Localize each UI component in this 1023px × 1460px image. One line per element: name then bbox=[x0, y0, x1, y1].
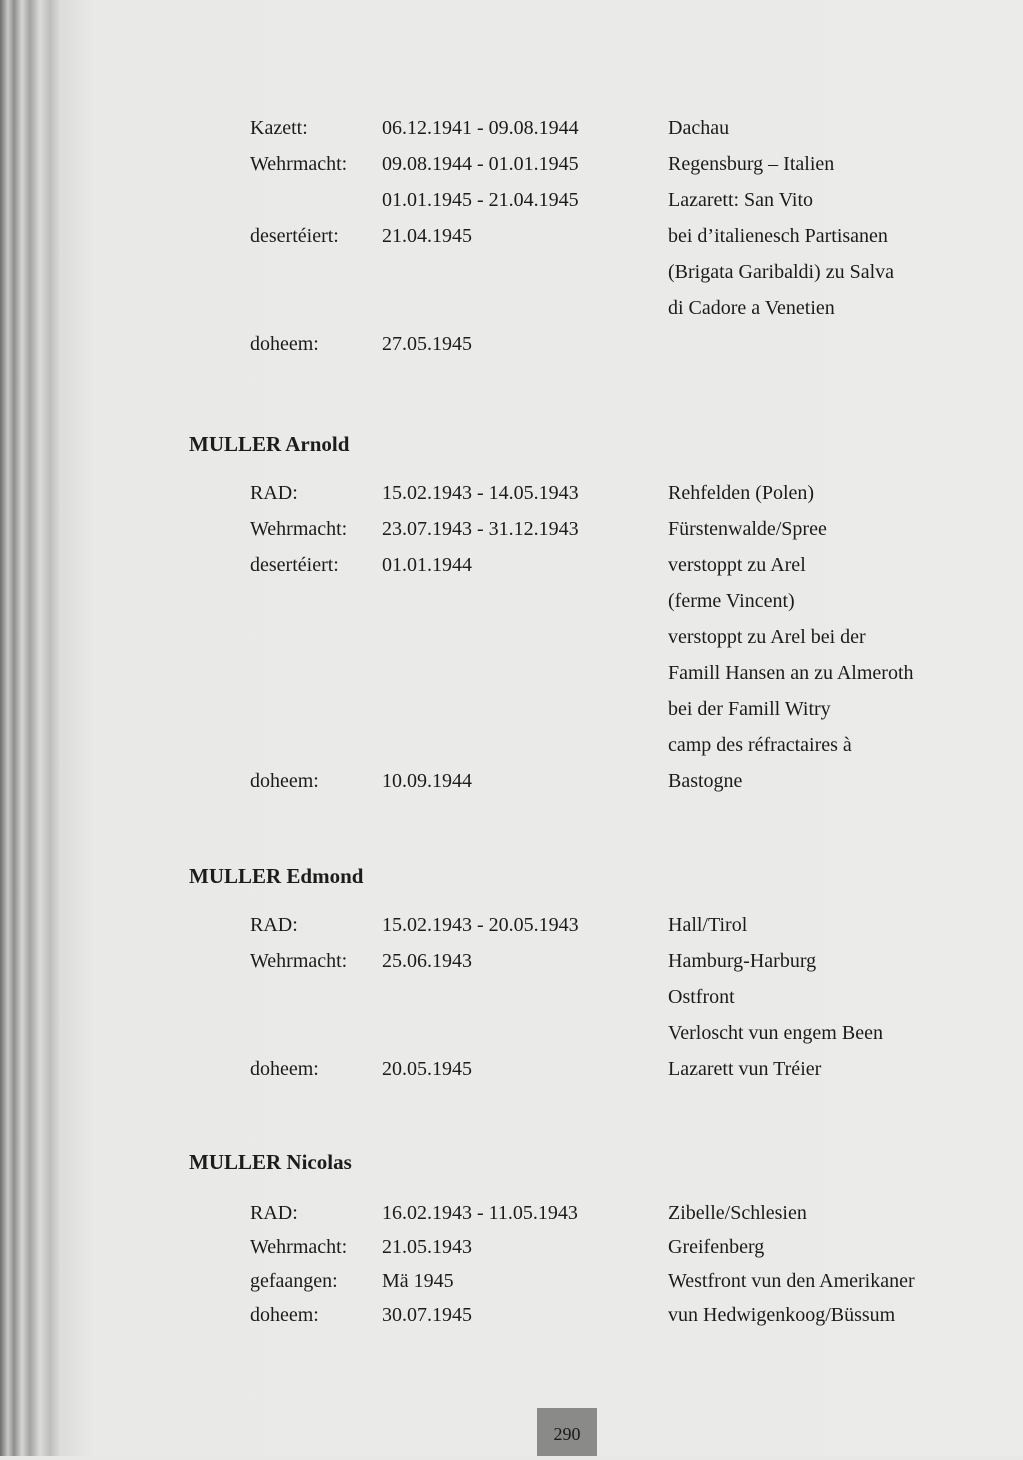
row-label: Wehrmacht: bbox=[250, 950, 348, 972]
record-row bbox=[0, 146, 1023, 182]
record-row bbox=[0, 979, 1023, 1015]
record-row bbox=[0, 943, 1023, 979]
row-place: Hamburg-Harburg bbox=[668, 950, 817, 972]
row-date: Mä 1945 bbox=[382, 1270, 454, 1292]
row-date: 15.02.1943 - 20.05.1943 bbox=[382, 914, 579, 936]
row-date: 06.12.1941 - 09.08.1944 bbox=[382, 117, 579, 139]
row-place: Hall/Tirol bbox=[668, 914, 748, 936]
record-row bbox=[0, 182, 1023, 218]
row-date: 01.01.1945 - 21.04.1945 bbox=[382, 189, 579, 211]
row-label: desertéiert: bbox=[250, 554, 339, 576]
row-label: doheem: bbox=[250, 1058, 319, 1080]
row-label: RAD: bbox=[250, 482, 298, 504]
row-place: Regensburg – Italien bbox=[668, 153, 835, 175]
record-row bbox=[0, 326, 1023, 362]
record-row bbox=[0, 619, 1023, 655]
record-row bbox=[0, 290, 1023, 326]
row-label: doheem: bbox=[250, 770, 319, 792]
row-place: di Cadore a Venetien bbox=[668, 297, 835, 319]
row-date: 21.05.1943 bbox=[382, 1236, 472, 1258]
record-row bbox=[0, 1015, 1023, 1051]
row-label: doheem: bbox=[250, 1304, 319, 1326]
row-place: Bastogne bbox=[668, 770, 743, 792]
row-place: verstoppt zu Arel bbox=[668, 554, 806, 576]
record-row bbox=[0, 1263, 1023, 1299]
row-label: Wehrmacht: bbox=[250, 1236, 348, 1258]
row-label: gefaangen: bbox=[250, 1270, 338, 1292]
row-date: 25.06.1943 bbox=[382, 950, 472, 972]
row-date: 23.07.1943 - 31.12.1943 bbox=[382, 518, 579, 540]
row-label: RAD: bbox=[250, 914, 298, 936]
person-name: MULLER Nicolas bbox=[189, 1150, 352, 1174]
row-label: RAD: bbox=[250, 1202, 298, 1224]
record-row bbox=[0, 475, 1023, 511]
row-place: verstoppt zu Arel bei der bbox=[668, 626, 866, 648]
row-place: camp des réfractaires à bbox=[668, 734, 852, 756]
record-row bbox=[0, 763, 1023, 799]
record-row bbox=[0, 1195, 1023, 1231]
row-label: desertéiert: bbox=[250, 225, 339, 247]
record-row bbox=[0, 1051, 1023, 1087]
record-row bbox=[0, 218, 1023, 254]
row-label: Wehrmacht: bbox=[250, 518, 348, 540]
row-place: Lazarett: San Vito bbox=[668, 189, 814, 211]
row-place: Ostfront bbox=[668, 986, 735, 1008]
row-place: Zibelle/Schlesien bbox=[668, 1202, 807, 1224]
row-place: (Brigata Garibaldi) zu Salva bbox=[668, 261, 895, 283]
row-place: bei der Famill Witry bbox=[668, 698, 831, 720]
row-place: Famill Hansen an zu Almeroth bbox=[668, 662, 914, 684]
record-row bbox=[0, 727, 1023, 763]
row-place: Fürstenwalde/Spree bbox=[668, 518, 827, 540]
person-name: MULLER Arnold bbox=[189, 432, 350, 456]
row-date: 16.02.1943 - 11.05.1943 bbox=[382, 1202, 578, 1224]
row-date: 27.05.1945 bbox=[382, 333, 472, 355]
row-date: 15.02.1943 - 14.05.1943 bbox=[382, 482, 579, 504]
row-label: doheem: bbox=[250, 333, 319, 355]
record-row bbox=[0, 254, 1023, 290]
row-label: Wehrmacht: bbox=[250, 153, 348, 175]
record-row bbox=[0, 511, 1023, 547]
record-row bbox=[0, 1297, 1023, 1333]
page-number: 290 bbox=[537, 1408, 597, 1456]
row-date: 10.09.1944 bbox=[382, 770, 472, 792]
row-place: bei d’italienesch Partisanen bbox=[668, 225, 888, 247]
row-place: Lazarett vun Tréier bbox=[668, 1058, 822, 1080]
row-place: Rehfelden (Polen) bbox=[668, 482, 815, 504]
row-place: (ferme Vincent) bbox=[668, 590, 795, 612]
record-row bbox=[0, 907, 1023, 943]
record-row bbox=[0, 655, 1023, 691]
record-row bbox=[0, 691, 1023, 727]
person-name: MULLER Edmond bbox=[189, 864, 364, 888]
row-place: Dachau bbox=[668, 117, 730, 139]
row-date: 09.08.1944 - 01.01.1945 bbox=[382, 153, 579, 175]
row-label: Kazett: bbox=[250, 117, 308, 139]
row-place: Verloscht vun engem Been bbox=[668, 1022, 883, 1044]
row-place: Greifenberg bbox=[668, 1236, 765, 1258]
row-date: 30.07.1945 bbox=[382, 1304, 472, 1326]
record-row bbox=[0, 110, 1023, 146]
row-place: Westfront vun den Amerikaner bbox=[668, 1270, 915, 1292]
row-date: 20.05.1945 bbox=[382, 1058, 472, 1080]
row-place: vun Hedwigenkoog/Büssum bbox=[668, 1304, 896, 1326]
row-date: 21.04.1945 bbox=[382, 225, 472, 247]
record-row bbox=[0, 547, 1023, 583]
row-date: 01.01.1944 bbox=[382, 554, 472, 576]
record-row bbox=[0, 1229, 1023, 1265]
record-row bbox=[0, 583, 1023, 619]
